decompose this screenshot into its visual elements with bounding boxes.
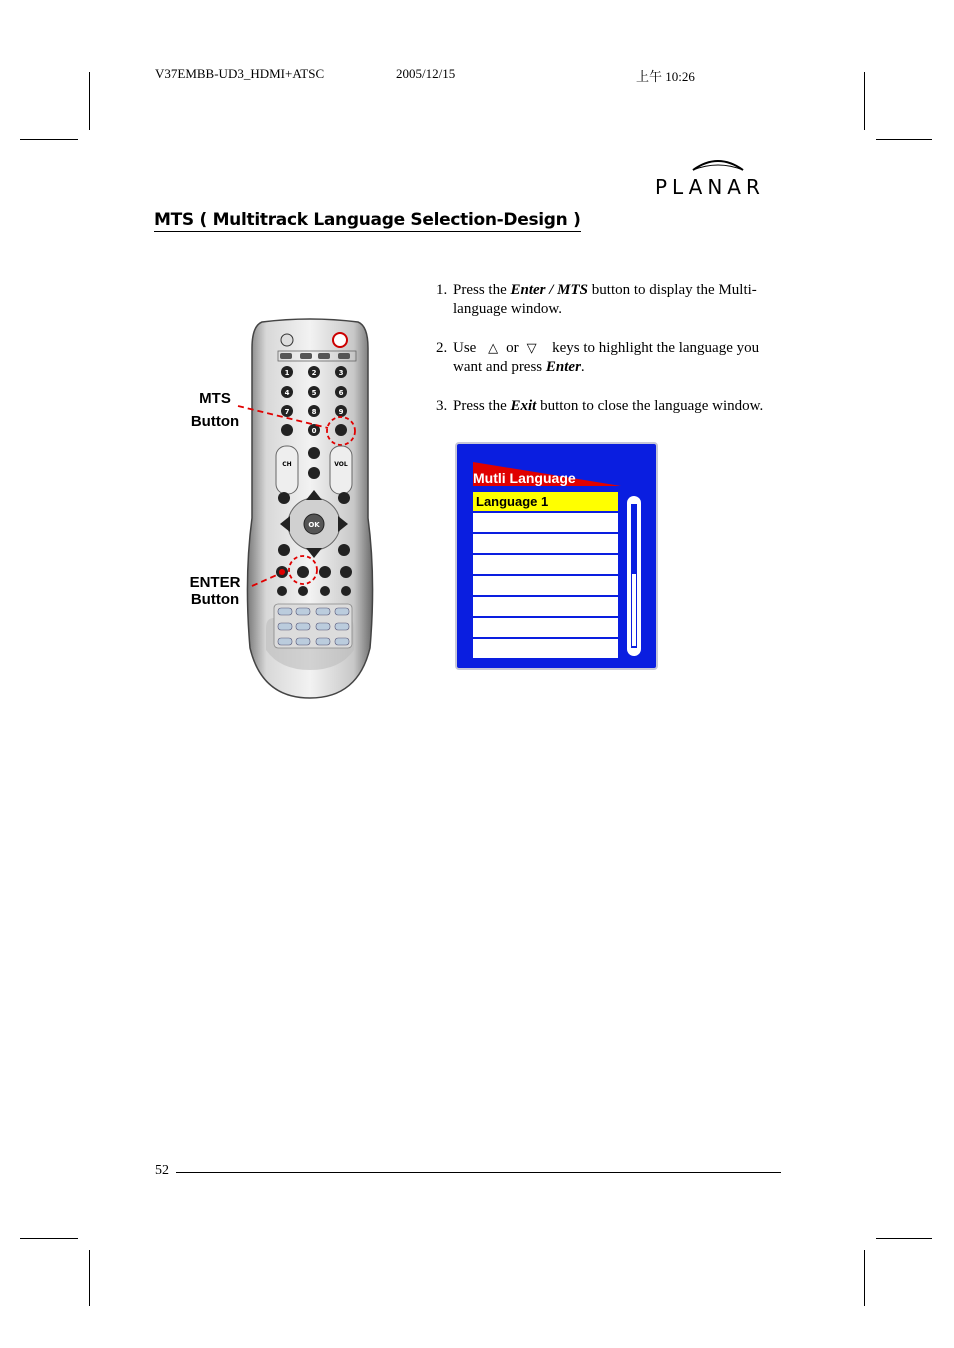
svg-text:5: 5	[311, 389, 317, 397]
svg-text:4: 4	[284, 389, 290, 397]
logo-text: PLANAR	[655, 175, 765, 199]
osd-title: Mutli Language	[473, 470, 576, 486]
up-arrow-icon: △	[488, 341, 499, 356]
svg-text:VOL: VOL	[334, 461, 348, 468]
crop-mark	[20, 139, 78, 140]
svg-text:OK: OK	[308, 521, 320, 529]
callout-line: Button	[190, 591, 240, 608]
step-text: button to display the Multi-language window.	[453, 282, 757, 317]
svg-text:3: 3	[338, 369, 344, 377]
step-text: Press the	[453, 282, 511, 298]
doc-id: V37EMBB-UD3_HDMI+ATSC	[155, 66, 325, 81]
language-row[interactable]	[473, 576, 618, 595]
step-1	[436, 281, 786, 319]
svg-text:CH: CH	[282, 461, 292, 468]
crop-mark	[89, 1250, 90, 1306]
crop-mark	[20, 1238, 78, 1239]
doc-time: 上午 10:26	[636, 69, 695, 84]
callout-line: ENTER	[189, 574, 241, 591]
step-2	[436, 339, 786, 377]
svg-text:1: 1	[284, 369, 290, 377]
section-title: MTS ( Multitrack Language Selection-Design )	[154, 210, 581, 230]
step-number: 1.	[436, 282, 448, 298]
language-row[interactable]	[473, 639, 618, 658]
logo-arc-icon	[691, 158, 745, 172]
callout-line: MTS	[199, 390, 231, 407]
step-text: Press the	[453, 398, 511, 414]
step-text: .	[580, 359, 585, 375]
crop-mark	[864, 72, 865, 130]
language-row[interactable]	[473, 534, 618, 553]
svg-text:8: 8	[311, 408, 317, 416]
planar-logo	[655, 158, 780, 200]
footer-rule	[176, 1172, 781, 1173]
step-key: Enter / MTS	[510, 282, 589, 298]
step-number: 3.	[436, 398, 448, 414]
scrollbar-thumb[interactable]	[632, 574, 636, 646]
multi-language-window	[455, 442, 658, 670]
language-row[interactable]	[473, 597, 618, 616]
svg-text:9: 9	[338, 408, 344, 416]
step-key: Exit	[510, 398, 537, 414]
osd-scrollbar[interactable]	[627, 496, 641, 656]
doc-date: 2005/12/15	[396, 66, 456, 81]
step-key: Enter	[545, 359, 581, 375]
step-text: Use	[453, 340, 481, 356]
callout-lines	[230, 400, 340, 590]
step-number: 2.	[436, 340, 448, 356]
instruction-list	[436, 281, 786, 436]
crop-mark	[876, 1238, 932, 1239]
language-row[interactable]	[473, 555, 618, 574]
svg-text:7: 7	[284, 408, 290, 416]
step-text: keys to highlight the language you want and press	[453, 340, 760, 375]
crop-mark	[89, 72, 90, 130]
svg-text:2: 2	[311, 369, 317, 377]
step-text: or	[506, 340, 519, 356]
scrollbar-track	[631, 504, 637, 648]
language-row[interactable]	[473, 513, 618, 532]
page-number: 52	[155, 1163, 169, 1178]
language-row-selected[interactable]: Language 1	[473, 492, 618, 511]
down-arrow-icon: ▽	[526, 341, 537, 356]
crop-mark	[876, 139, 932, 140]
crop-mark	[864, 1250, 865, 1306]
svg-text:0: 0	[311, 427, 317, 435]
language-row[interactable]	[473, 618, 618, 637]
callout-line: Button	[190, 413, 240, 430]
step-text: button to close the language window.	[536, 398, 764, 414]
svg-text:6: 6	[338, 389, 344, 397]
step-3	[436, 397, 786, 416]
